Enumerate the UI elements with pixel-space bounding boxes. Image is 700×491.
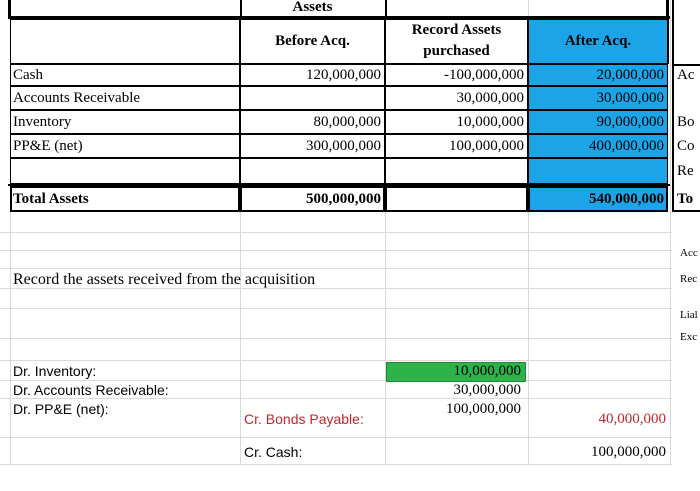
cr-cash-amount[interactable]: 100,000,000 xyxy=(591,444,666,460)
inventory-before[interactable]: 80,000,000 xyxy=(313,114,381,130)
cash-after[interactable]: 20,000,000 xyxy=(596,67,664,83)
col-header-before: Before Acq. xyxy=(275,33,350,49)
total-after[interactable]: 540,000,000 xyxy=(589,191,664,207)
dr-inventory-amount[interactable]: 10,000,000 xyxy=(453,363,521,379)
cash-record[interactable]: -100,000,000 xyxy=(444,67,524,83)
edge-text-1: Ac xyxy=(677,67,695,83)
dr-ar-label[interactable]: Dr. Accounts Receivable: xyxy=(13,382,169,398)
assets-title: Assets xyxy=(292,0,333,15)
ppe-after[interactable]: 400,000,000 xyxy=(589,138,664,154)
dr-ppe-label[interactable]: Dr. PP&E (net): xyxy=(13,401,109,417)
cr-cash-label[interactable]: Cr. Cash: xyxy=(244,444,303,460)
col-header-record: Record Assets purchased xyxy=(411,22,502,59)
total-before[interactable]: 500,000,000 xyxy=(306,191,381,207)
row-label-ppe[interactable]: PP&E (net) xyxy=(13,138,83,154)
row-label-total[interactable]: Total Assets xyxy=(13,191,89,207)
row-label-cash[interactable]: Cash xyxy=(13,67,43,83)
cash-before[interactable]: 120,000,000 xyxy=(306,67,381,83)
row-label-inventory[interactable]: Inventory xyxy=(13,114,72,130)
header-blank-cell xyxy=(10,19,240,64)
cr-bonds-amount[interactable]: 40,000,000 xyxy=(598,411,666,427)
inventory-record[interactable]: 10,000,000 xyxy=(456,114,524,130)
edge-text-5: To xyxy=(677,191,694,207)
edge-text-3: Co xyxy=(677,138,695,154)
edge-text-8: Lial xyxy=(680,309,698,321)
ppe-before[interactable]: 300,000,000 xyxy=(306,138,381,154)
ar-after[interactable]: 30,000,000 xyxy=(596,90,664,106)
edge-text-9: Exc xyxy=(680,331,698,343)
edge-text-2: Bo xyxy=(677,114,695,130)
row-label-ar[interactable]: Accounts Receivable xyxy=(13,90,141,106)
edge-text-7: Rec xyxy=(680,273,698,285)
cr-bonds-label[interactable]: Cr. Bonds Payable: xyxy=(244,411,364,427)
journal-heading[interactable]: Record the assets received from the acquisition xyxy=(13,271,316,288)
col-header-after: After Acq. xyxy=(564,33,632,49)
dr-ar-amount[interactable]: 30,000,000 xyxy=(453,382,521,398)
ppe-record[interactable]: 100,000,000 xyxy=(449,138,524,154)
edge-text-4: Re xyxy=(677,163,694,179)
dr-ppe-amount[interactable]: 100,000,000 xyxy=(446,401,521,417)
ar-record[interactable]: 30,000,000 xyxy=(456,90,524,106)
inventory-after[interactable]: 90,000,000 xyxy=(596,114,664,130)
dr-inventory-label[interactable]: Dr. Inventory: xyxy=(13,363,97,379)
edge-text-6: Acc xyxy=(680,247,698,259)
